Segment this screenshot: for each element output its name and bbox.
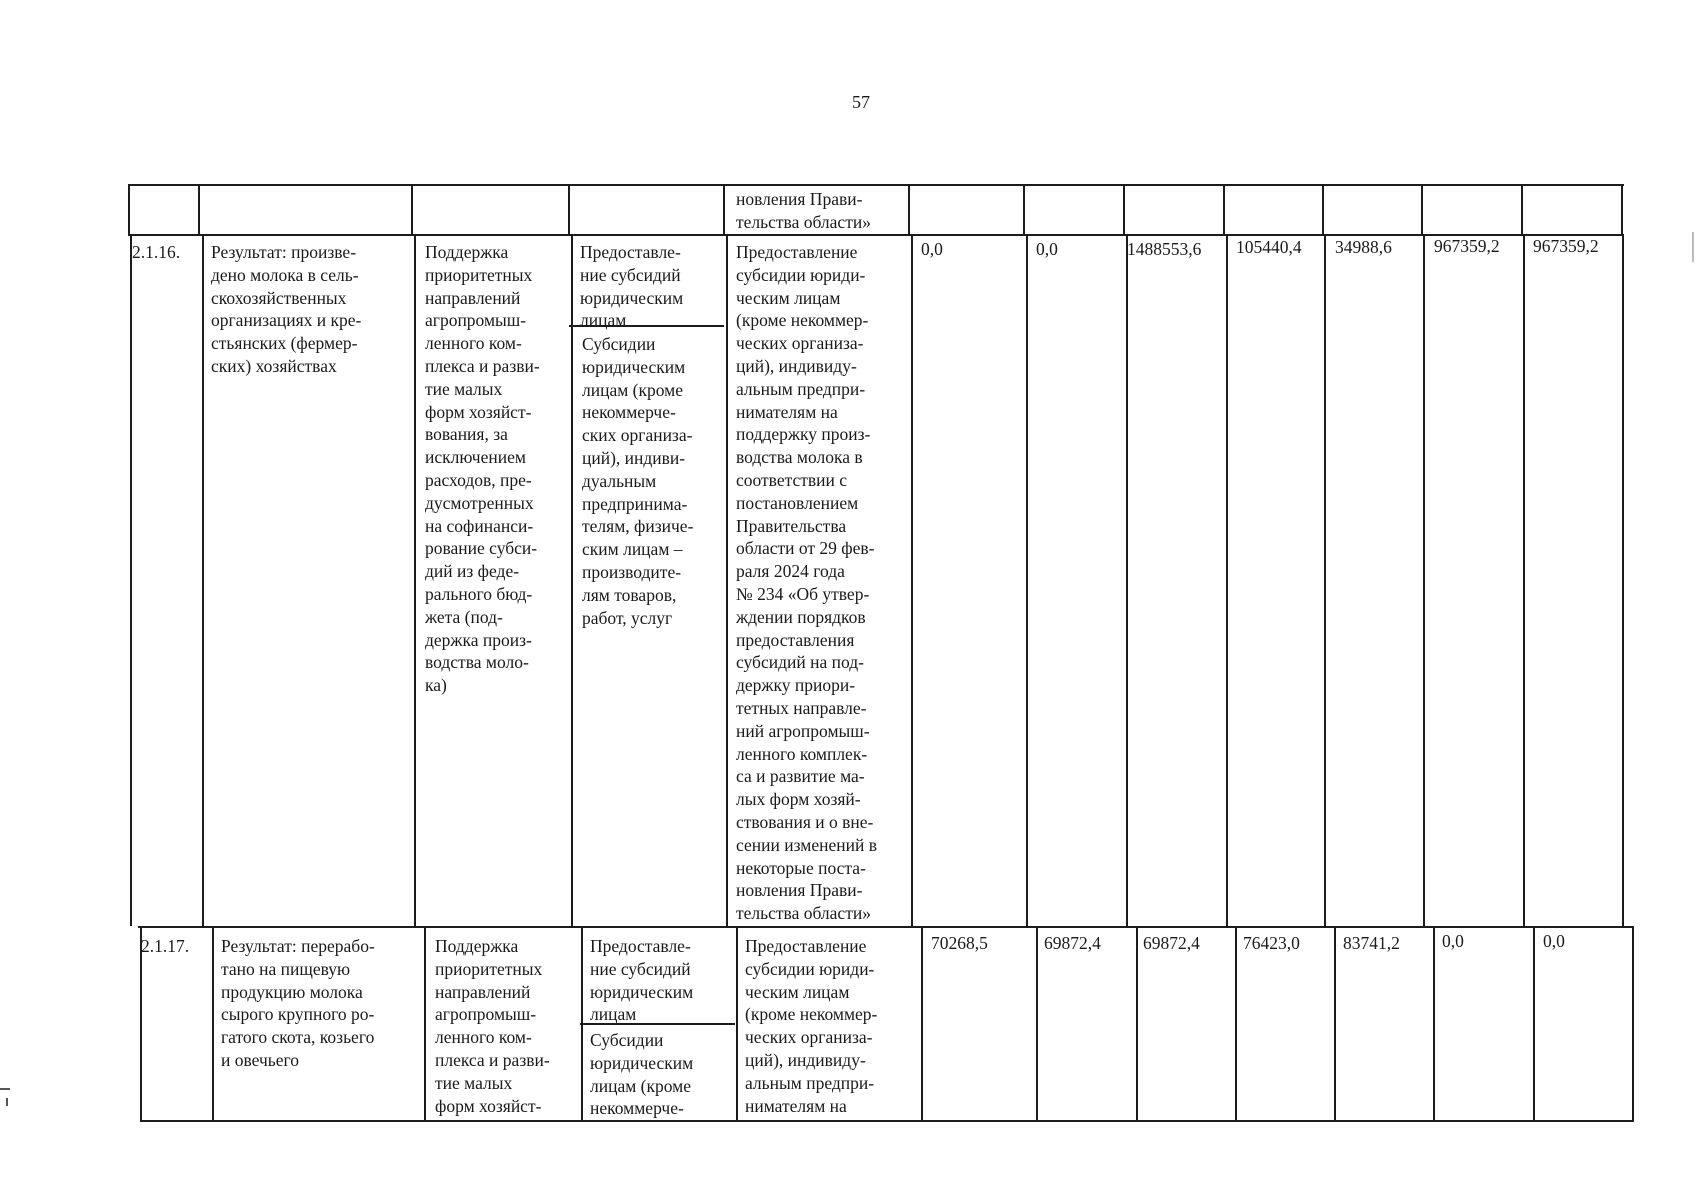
row-2-value-7: 0,0 (1543, 931, 1565, 951)
row-1-value-5: 34988,6 (1335, 237, 1392, 257)
col-line-9c (1334, 926, 1336, 1120)
col-line-12a (1621, 184, 1623, 234)
col-line-11a (1521, 184, 1523, 234)
row-2-value-2: 69872,4 (1044, 933, 1101, 953)
table-top-border (128, 184, 1624, 186)
row-1-direction: Поддержка приоритетных направлений агропромыш- ленного ком- плекса и разви- тие малых форм хозяйст- вования, за исключением расходов, пре- дусмотренных на софинанси- рование субси- дий из феде- рального бюд- жета (под- держка произ- водства моло- ка) (425, 242, 540, 696)
row-2-value-6: 0,0 (1442, 931, 1464, 951)
col-line-12c (1632, 926, 1634, 1120)
col-line-8b (1226, 234, 1228, 926)
col-line-2b (414, 234, 416, 926)
col-line-4b (726, 234, 728, 926)
col-line-10b (1423, 234, 1425, 926)
col-line-7c (1136, 926, 1138, 1120)
col-line-2a (411, 184, 413, 234)
row-2-value-1: 70268,5 (931, 933, 988, 953)
row-divider-middle (138, 926, 1633, 928)
col-line-4a (723, 184, 725, 234)
col-line-10a (1421, 184, 1423, 234)
row-2-value-3: 69872,4 (1143, 933, 1200, 953)
scan-edge-mark-right (1692, 232, 1694, 262)
col-line-3c (581, 926, 583, 1120)
col-line-5a (908, 184, 910, 234)
row-1-value-1: 0,0 (921, 239, 943, 259)
col-line-11b (1523, 234, 1525, 926)
col-line-9a (1322, 184, 1324, 234)
col-line-8c (1235, 926, 1237, 1120)
col-line-5b (911, 234, 913, 926)
col-line-1b (202, 234, 204, 926)
col-line-0a (128, 184, 130, 234)
table-bottom-border (140, 1120, 1634, 1122)
col-line-1a (198, 184, 200, 234)
row-2-result: Результат: перерабо- тано на пищевую продукцию молока сырого крупного ро- гатого скота, козьего и овечьего (221, 936, 375, 1070)
col-line-7b (1126, 234, 1128, 926)
col-line-6a (1023, 184, 1025, 234)
row-1-value-4: 105440,4 (1236, 237, 1302, 257)
row-2-description: Предоставление субсидии юриди- ческим лицам (кроме некоммер- ческих организа- ций), индивиду- альным предпри- нимателям на (745, 936, 878, 1116)
row-1-value-6: 967359,2 (1434, 236, 1500, 256)
col-line-9b (1324, 234, 1326, 926)
row-2-value-4: 76423,0 (1243, 933, 1300, 953)
col-line-5c (921, 926, 923, 1120)
col-line-4c (736, 926, 738, 1120)
col-line-7a (1123, 184, 1125, 234)
row-2-value-5: 83741,2 (1343, 933, 1400, 953)
col-line-3b (571, 234, 573, 926)
scan-edge-mark-left (0, 1088, 10, 1090)
row-1-value-7: 967359,2 (1533, 236, 1599, 256)
col-line-10c (1433, 926, 1435, 1120)
col-line-8a (1223, 184, 1225, 234)
row-1-number: 2.1.16. (132, 242, 181, 262)
col-line-1c (212, 926, 214, 1120)
page-number: 57 (852, 92, 870, 112)
col-line-3a (568, 184, 570, 234)
row-1-description: Предоставление субсидии юриди- ческим лицам (кроме некоммер- ческих организа- ций), индивиду- альным предпри- нимателям на поддержку произ- водства молока в соответствии с постановлением Правительства области от 29 фев- раля 2024 года № 234 «Об утвер- ждении порядков предоставления субсидий на под- держку приори- тетных направле- ний агропромыш- ленного комплек- са и развитие ма- лых форм хозяй- ствования и о вне- сении изменений в некоторые поста- новления Прави- тельства области» (736, 242, 877, 924)
row-1-type-top: Предоставле- ние субсидий юридическим лицам (580, 242, 684, 331)
row-1-value-3: 1488553,6 (1127, 239, 1202, 259)
col-line-11c (1533, 926, 1535, 1120)
col-line-12b (1622, 234, 1624, 926)
row-1-type-bottom: Субсидии юридическим лицам (кроме некоммерче- ских организа- ций), индиви- дуальным предпринима- телям, физиче- ским лицам – производите- лям товаров, работ, услуг (582, 334, 694, 628)
col-line-6b (1026, 234, 1028, 926)
col-line-2c (424, 926, 426, 1120)
row-2-direction: Поддержка приоритетных направлений агропромыш- ленного ком- плекса и разви- тие малых форм хозяйст- (435, 936, 550, 1116)
row-2-number: 2.1.17. (141, 936, 190, 956)
row-1-result: Результат: произве- дено молока в сель- скохозяйственных организациях и кре- стьянских (фермер- ских) хозяйствах (211, 242, 362, 376)
row-divider-top (128, 234, 1624, 236)
top-continuation-text: новления Прави- тельства области» (736, 189, 871, 232)
col-line-0b (130, 234, 132, 926)
row-2-type-top: Предоставле- ние субсидий юридическим лицам (590, 936, 694, 1025)
scan-edge-mark-left-2 (6, 1098, 8, 1106)
col-line-6c (1036, 926, 1038, 1120)
row-2-type-bottom: Субсидии юридическим лицам (кроме некоммерче- (590, 1030, 694, 1119)
row-1-value-2: 0,0 (1036, 239, 1058, 259)
